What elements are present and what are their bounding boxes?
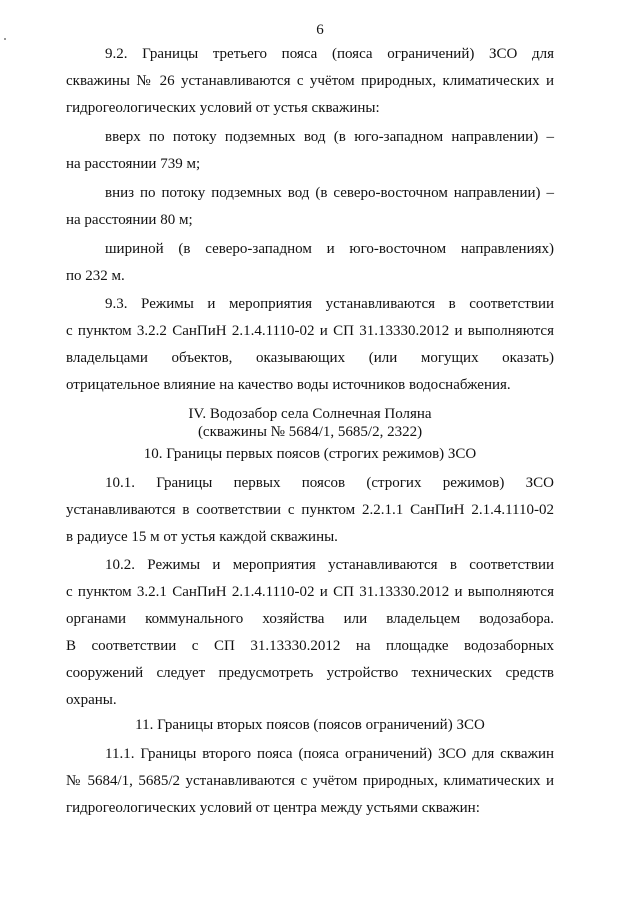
text-line: гидрогеологических условий от устья скважины:	[66, 100, 380, 116]
text-line: 10.2. Режимы и мероприятия устанавливаются в соответствии	[105, 557, 554, 573]
text-line: шириной (в северо-западном и юго-восточном направлениях)	[105, 241, 554, 257]
text-line: сооружений следует предусмотреть устройство технических средств	[66, 665, 554, 681]
text-line: в радиусе 15 м от устья каждой скважины.	[66, 529, 338, 545]
text-line: на расстоянии 80 м;	[66, 212, 193, 228]
section-subheading: (скважины № 5684/1, 5685/2, 2322)	[197, 424, 423, 440]
text-line: скважины № 26 устанавливаются с учётом природных, климатических и	[66, 73, 554, 89]
text-line: 11.1. Границы второго пояса (пояса ограничений) ЗСО для скважин	[105, 746, 554, 762]
text-line: вверх по потоку подземных вод (в юго-западном направлении) –	[105, 129, 554, 145]
text-line: 9.2. Границы третьего пояса (пояса ограничений) ЗСО для	[105, 46, 554, 62]
subsection-heading: 10. Границы первых поясов (строгих режимов) ЗСО	[143, 446, 477, 462]
text-line: 10.1. Границы первых поясов (строгих режимов) ЗСО	[105, 475, 554, 491]
text-line: устанавливаются в соответствии с пунктом 2.2.1.1 СанПиН 2.1.4.1110-02	[66, 502, 554, 518]
text-line: № 5684/1, 5685/2 устанавливаются с учётом природных, климатических и	[66, 773, 554, 789]
text-line: на расстоянии 739 м;	[66, 156, 201, 172]
text-line: с пунктом 3.2.1 СанПиН 2.1.4.1110-02 и СП 31.13330.2012 и выполняются	[66, 584, 554, 600]
text-line: отрицательное влияние на качество воды источников водоснабжения.	[66, 377, 511, 393]
text-line: органами коммунального хозяйства или владельцем водозабора.	[66, 611, 554, 627]
text-line: вниз по потоку подземных вод (в северо-восточном направлении) –	[105, 185, 554, 201]
text-line: 9.3. Режимы и мероприятия устанавливаются в соответствии	[105, 296, 554, 312]
page-number: 6	[316, 22, 324, 38]
text-line: по 232 м.	[66, 268, 125, 284]
text-line: владельцами объектов, оказывающих (или могущих оказать)	[66, 350, 554, 366]
text-line: В соответствии с СП 31.13330.2012 на площадке водозаборных	[66, 638, 554, 654]
text-line: гидрогеологических условий от центра между устьями скважин:	[66, 800, 480, 816]
text-line: охраны.	[66, 692, 117, 708]
section-heading: IV. Водозабор села Солнечная Поляна	[188, 406, 432, 422]
subsection-heading: 11. Границы вторых поясов (поясов ограничений) ЗСО	[135, 717, 485, 733]
text-line: с пунктом 3.2.2 СанПиН 2.1.4.1110-02 и СП 31.13330.2012 и выполняются	[66, 323, 554, 339]
